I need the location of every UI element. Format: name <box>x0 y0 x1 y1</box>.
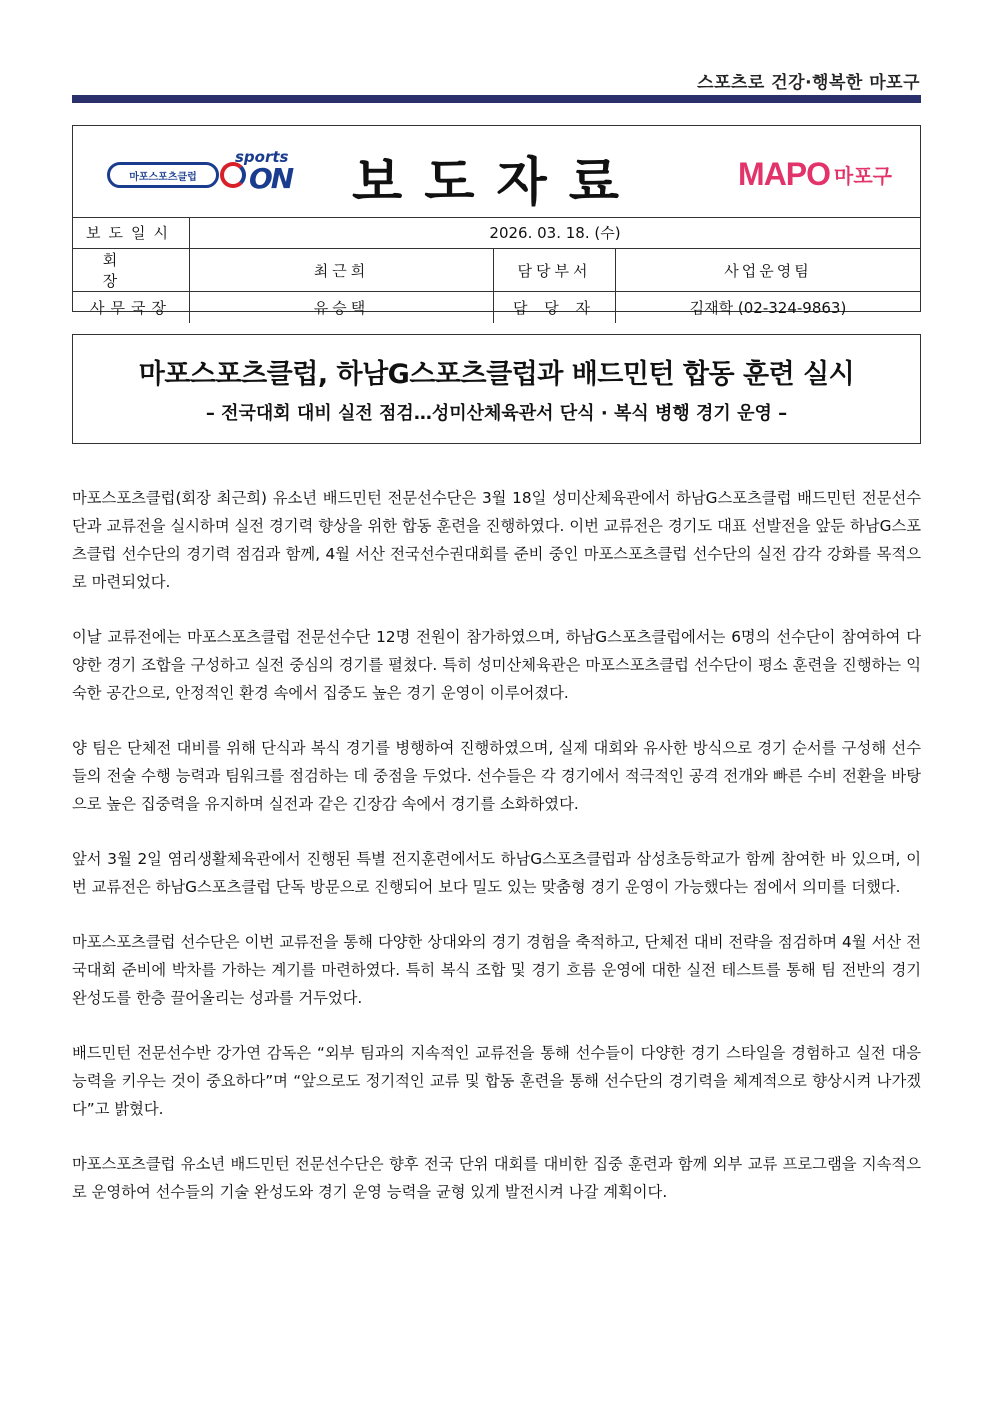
dept-value: 사업운영팀 <box>616 249 921 292</box>
paragraph-4: 앞서 3월 2일 염리생활체육관에서 진행된 특별 전지훈련에서도 하남G스포츠클럽과 삼성초등학교가 함께 참여한 바 있으며, 이번 교류전은 하남G스포츠클럽 단독 방문으로 진행되어 보다 밀도 있는 맞춤형 경기 운영이 가능했다는 점에서 의미를 더했다. <box>72 850 921 896</box>
press-info-table <box>73 217 920 323</box>
contact-label: 담 당 자 <box>494 292 616 324</box>
paragraph-6: 배드민턴 전문선수반 강가연 감독은 “외부 팀과의 지속적인 교류전을 통해 선수들이 다양한 경기 스타일을 경험하고 실전 대응 능력을 키우는 것이 중요하다”며 “앞으로도 정기적인 교류 및 합동 훈련을 통해 선수단의 경기력을 체계적으로 향상시켜 나가겠다”고 밝혔다. <box>72 1044 921 1118</box>
slogan: 스포츠로 건강·행복한 마포구 <box>697 73 920 93</box>
info-row-date <box>73 217 920 249</box>
article-body <box>72 484 921 1233</box>
info-row-chair <box>73 249 920 292</box>
info-row-secgen <box>73 292 920 324</box>
club-logo-on: ON <box>249 162 293 195</box>
chair-value: 최근희 <box>190 249 494 292</box>
mapo-logo <box>738 156 892 193</box>
press-header <box>72 125 921 317</box>
paragraph-1: 마포스포츠클럽(회장 최근희) 유소년 배드민턴 전문선수단은 3월 18일 성미산체육관에서 하남G스포츠클럽 배드민턴 전문선수단과 교류전을 실시하며 실전 경기력 향상을 위한 합동 훈련을 진행하였다. 이번 교류전은 경기도 대표 선발전을 앞둔 하남G스포츠클럽 선수단의 경기력 점검과 함께, 4월 서산 전국선수권대회를 준비 중인 마포스포츠클럽 선수단의 실전 감각 강화를 목적으로 마련되었다. <box>72 489 921 591</box>
mapo-logo-gu: 마포구 <box>834 164 892 188</box>
header-logo-row <box>73 126 920 218</box>
chair-label: 회 장 <box>73 249 190 292</box>
club-logo-sports: sports <box>235 148 289 166</box>
dept-label: 담당부서 <box>494 249 616 292</box>
date-value: 2026. 03. 18. (수) <box>489 224 621 242</box>
paragraph-7: 마포스포츠클럽 유소년 배드민턴 전문선수단은 향후 전국 단위 대회를 대비한 집중 훈련과 함께 외부 교류 프로그램을 지속적으로 운영하여 선수들의 기술 완성도와 경기 운영 능력을 균형 있게 발전시켜 나갈 계획이다. <box>72 1155 921 1201</box>
paragraph-2: 이날 교류전에는 마포스포츠클럽 전문선수단 12명 전원이 참가하였으며, 하남G스포츠클럽에서는 6명의 선수단이 참여하여 다양한 경기 조합을 구성하고 실전 중심의 경기를 펼쳤다. 특히 성미산체육관은 마포스포츠클럽 선수단이 평소 훈련을 진행하는 익숙한 공간으로, 안정적인 환경 속에서 집중도 높은 경기 운영이 이루어졌다. <box>72 628 921 702</box>
mapo-logo-word: MAPO <box>738 156 831 192</box>
headline-title: 마포스포츠클럽, 하남G스포츠클럽과 배드민턴 합동 훈련 실시 <box>138 359 855 390</box>
headline-subtitle: – 전국대회 대비 실전 점검…성미산체육관서 단식 · 복식 병행 경기 운영 – <box>205 403 788 424</box>
date-label: 보도일시 <box>73 217 190 249</box>
page-title: 보도자료 <box>352 153 641 213</box>
secgen-value: 유승택 <box>190 292 494 324</box>
contact-value: 김재학 (02-324-9863) <box>616 292 921 324</box>
club-logo-text: 마포스포츠클럽 <box>129 171 197 183</box>
paragraph-3: 양 팀은 단체전 대비를 위해 단식과 복식 경기를 병행하여 진행하였으며, 실제 대회와 유사한 방식으로 경기 순서를 구성해 선수들의 전술 수행 능력과 팀워크를 점검하는 데 중점을 두었다. 선수들은 각 경기에서 적극적인 공격 전개와 빠른 수비 전환을 바탕으로 높은 집중력을 유지하며 실전과 같은 긴장감 속에서 경기를 소화하였다. <box>72 739 921 813</box>
headline-box <box>72 334 921 444</box>
paragraph-5: 마포스포츠클럽 선수단은 이번 교류전을 통해 다양한 상대와의 경기 경험을 축적하고, 단체전 대비 전략을 점검하며 4월 서산 전국대회 준비에 박차를 가하는 계기를 마련하였다. 특히 복식 조합 및 경기 흐름 운영에 대한 실전 테스트를 통해 팀 전반의 경기 완성도를 한층 끌어올리는 성과를 거두었다. <box>72 933 921 1007</box>
top-divider-bar <box>72 95 921 103</box>
secgen-label: 사무국장 <box>73 292 190 324</box>
